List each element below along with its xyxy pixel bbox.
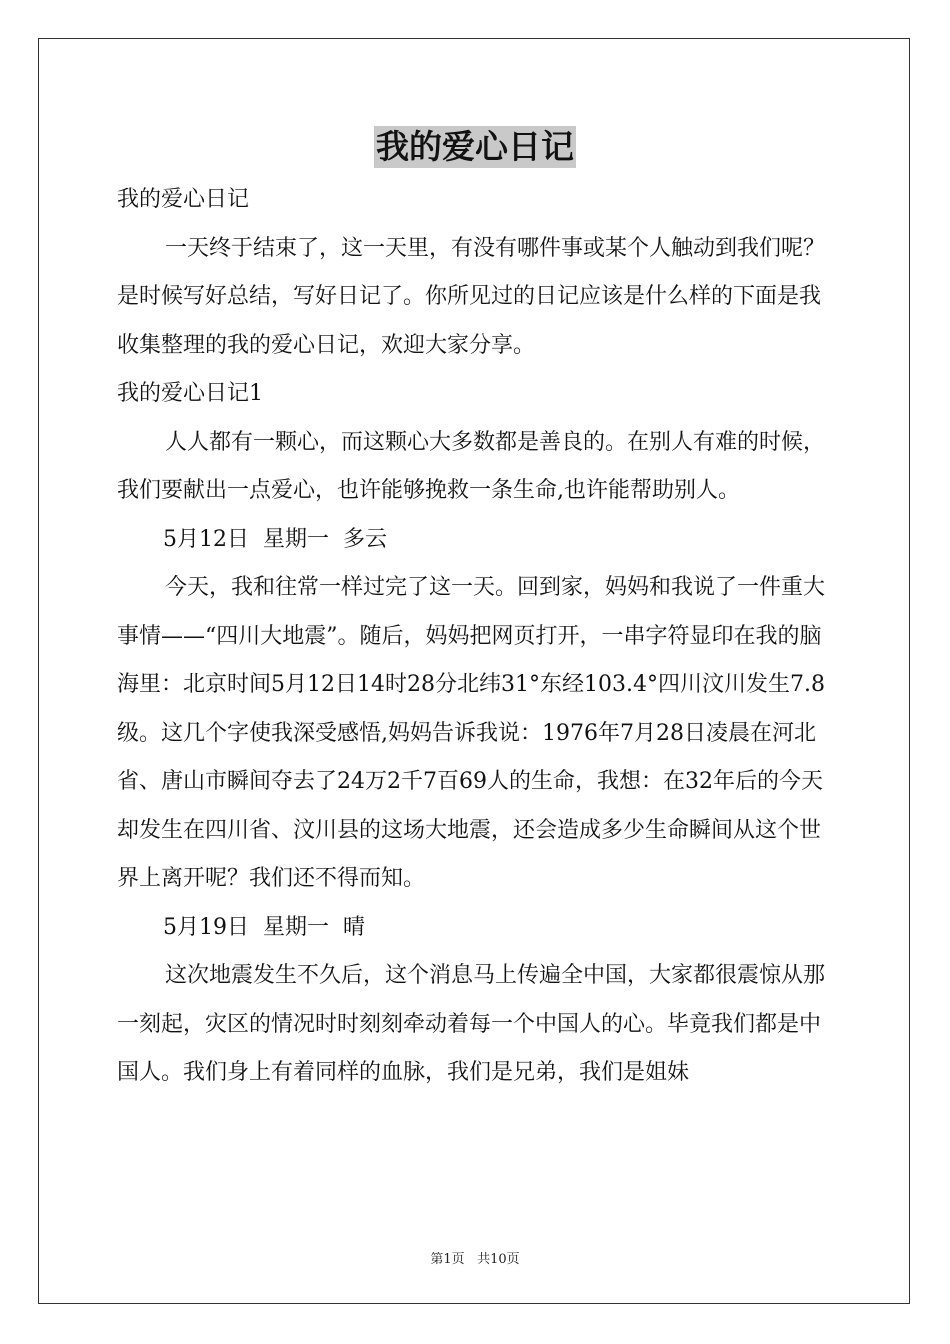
intro-paragraph: 一天终于结束了，这一天里，有没有哪件事或某个人触动到我们呢？是时候写好总结，写好日记了。你所见过的日记应该是什么样的下面是我收集整理的我的爱心日记，欢迎大家分享。 xyxy=(117,235,826,358)
page-number: 第1页 xyxy=(430,1252,465,1267)
page-footer xyxy=(0,1248,950,1267)
page-total: 共10页 xyxy=(477,1252,520,1267)
section-heading: 我的爱心日记1 xyxy=(117,381,263,406)
date-line: 5月19日 星期一 晴 xyxy=(163,914,365,940)
body-paragraph: 人人都有一颗心，而这颗心大多数都是善良的。在别人有难的时候，我们要献出一点爱心，也许能够挽救一条生命,也许能帮助别人。 xyxy=(117,429,826,503)
subtitle-paragraph: 我的爱心日记 xyxy=(117,187,250,212)
body-paragraph: 这次地震发生不久后，这个消息马上传遍全中国，大家都很震惊从那一刻起，灾区的情况时时刻刻牵动着每一个中国人的心。毕竟我们都是中国人。我们身上有着同样的血脉，我们是兄弟，我们是姐妹 xyxy=(117,963,826,1085)
document-title: 我的爱心日记 xyxy=(376,127,574,166)
body-paragraph: 今天，我和往常一样过完了这一天。回到家，妈妈和我说了一件重大事情——“四川大地震”。随后，妈妈把网页打开，一串字符显印在我的脑海里：北京时间5月12日14时28分北纬31°东经103.4°四川汶川发生7.8级。这几个字使我深受感悟,妈妈告诉我说：1976年7月28日凌晨在河北省、唐山市瞬间夺去了24万2千7百69人的生命，我想：在32年后的今天却发生在四川省、汶川县的这场大地震，还会造成多少生命瞬间从这个世界上离开呢？我们还不得而知。 xyxy=(117,575,826,891)
date-line: 5月12日 星期一 多云 xyxy=(163,526,387,552)
title-container xyxy=(0,126,950,168)
document-body xyxy=(117,176,833,1098)
